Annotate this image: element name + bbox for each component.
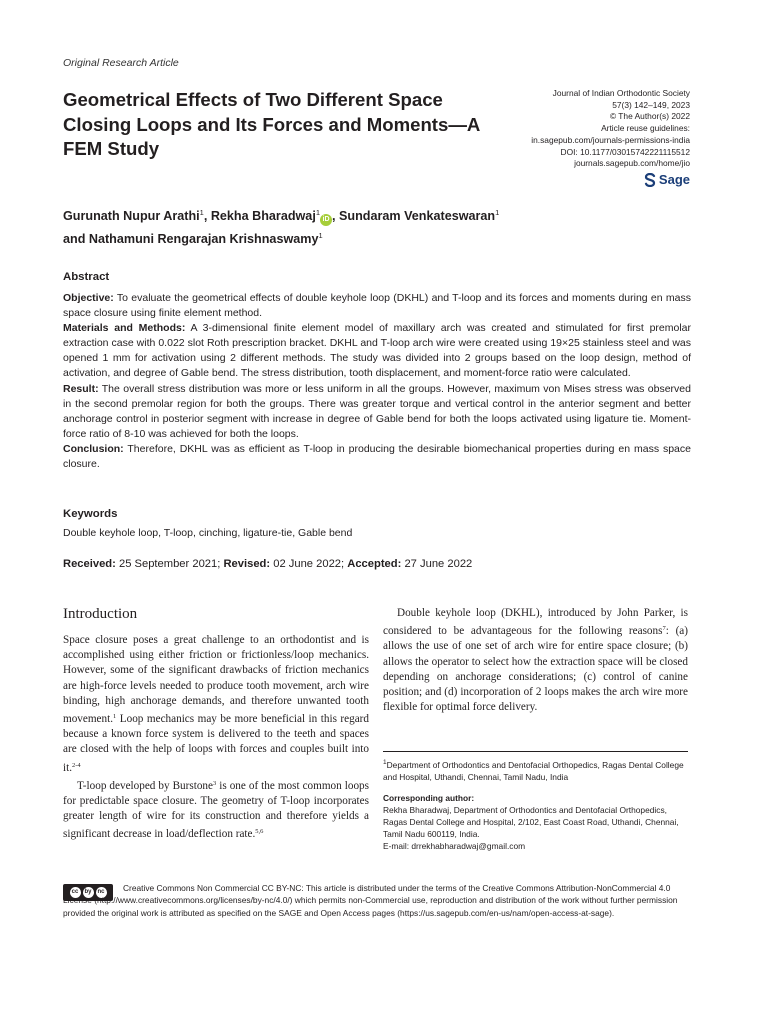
article-dates: Received: 25 September 2021; Revised: 02 June 2022; Accepted: 27 June 2022 <box>63 558 473 570</box>
doi[interactable]: DOI: 10.1177/03015742221115512 <box>560 146 690 157</box>
abstract-body <box>63 291 691 472</box>
corresponding-email[interactable]: E-mail: drrekhabharadwaj@gmail.com <box>383 841 526 851</box>
by-icon: by <box>83 887 94 898</box>
author-3[interactable]: Sundaram Venkateswaran <box>339 209 496 223</box>
journal-home-link[interactable]: journals.sagepub.com/home/jio <box>574 158 690 169</box>
nc-icon: nc <box>96 887 107 898</box>
author-2[interactable]: Rekha Bharadwaj <box>210 209 316 223</box>
abstract-heading: Abstract <box>63 271 110 283</box>
license-text: Creative Commons Non Commercial CC BY-NC: This article is distributed under the terms of the Creative Commons Attribution-NonCommercial 4.0 License (http://www.creativecommons.org/licenses/by-nc/4.0/) which permits non-Commercial use, reproduction and distribution of the work without further permission provided the original work is attributed as specified on the SAGE and Open Access pages (https://us.sagepub.com/en-us/nam/open-access-at-sage). <box>63 883 678 918</box>
intro-paragraph-2: T-loop developed by Burstone$^3$ is one of the most common loops for predictable space closure. The geometry of T-loop incorporates greater length of wire for its construction and therefore yields a significant decrease in load/deflection rate.$^{5,6}$ <box>63 779 369 841</box>
intro-column-right <box>383 606 688 715</box>
reuse-label: Article reuse guidelines: <box>601 123 690 134</box>
intro-paragraph-3: Double keyhole loop (DKHL), introduced by John Parker, is considered to be advantageous for the following reasons$^7$: (a) allows the use of one set of arch wire for entire space closure; (b) allows the operator to select how the extraction space will be closed depending on anchorage considerations; (c) control of canine position; and (d) incorporation of 2 loops makes the arch wire more flexible for optimal force delivery. <box>383 607 688 714</box>
footnote-divider <box>383 751 688 752</box>
keywords-text: Double keyhole loop, T-loop, cinching, ligature-tie, Gable bend <box>63 527 353 539</box>
article-type: Original Research Article <box>63 57 179 69</box>
keywords-heading: Keywords <box>63 508 118 520</box>
introduction-heading: Introduction <box>63 606 138 622</box>
corresponding-author <box>383 792 688 852</box>
author-1[interactable]: Gurunath Nupur Arathi <box>63 209 200 223</box>
corresponding-details: Rekha Bharadwaj, Department of Orthodontics and Dentofacial Orthopedics, Ragas Dental College and Hospital, 2/102, East Coast Road, Uthandi, Chennai, Tamil Nadu 600119, India. <box>383 805 679 839</box>
sage-s-icon <box>644 173 656 187</box>
author-4[interactable]: Nathamuni Rengarajan Krishnaswamy <box>88 232 319 246</box>
orcid-icon[interactable]: iD <box>320 214 332 226</box>
intro-paragraph-1: Space closure poses a great challenge to an orthodontist and is accomplished using either friction or frictionless/loop mechanics. However, some of the significant drawbacks of friction mechanics are high-force levels needed to produce tooth movement, arch wire binding, high anchorage demands, and therefore unwanted tooth movement.$^1$ Loop mechanics may be more beneficial in this regard because a known force system is delivered to the teeth and spaces are closed with the help of loops with forces and couples built into it.$^{2-4}$ <box>63 634 369 774</box>
abstract-methods: Materials and Methods: A 3-dimensional finite element model of maxillary arch was created and stimulated for first premolar extraction case with 0.022 slot Roth prescription bracket. DKHL and T-loop arch wire were created using 19×25 stainless steel and was opened 1 mm for activation using 2 different methods. The study was divided into 2 groups based on the loop design, method of activation, and degree of Gable bend. The stress distribution, tooth displacement, and moment-force ratio were calculated. <box>63 322 691 380</box>
author-list: Gurunath Nupur Arathi$^1$, Rekha Bharadwaj$^1$iD , Sundaram Venkateswaran$^1$ and Nathamuni Rengarajan Krishnaswamy$^1$ <box>63 208 500 246</box>
abstract-objective: Objective: To evaluate the geometrical effects of double keyhole loop (DKHL) and T-loop and its forces and moments during en mass space closure using finite element method. <box>63 292 691 320</box>
sage-logo <box>644 172 690 187</box>
author-2-aff: 1 <box>315 208 320 217</box>
journal-info <box>450 88 690 170</box>
reuse-link[interactable]: in.sagepub.com/journals-permissions-india <box>531 134 690 145</box>
journal-name: Journal of Indian Orthodontic Society <box>552 88 690 98</box>
affiliation-footnote: $^1$Department of Orthodontics and Dentofacial Orthopedics, Ragas Dental College and Hospital, Uthandi, Chennai, Tamil Nadu, India <box>383 759 684 782</box>
journal-volume: 57(3) 142–149, 2023 <box>612 99 690 110</box>
intro-column-left <box>63 633 369 843</box>
sage-wordmark: Sage <box>658 172 690 187</box>
article-title: Geometrical Effects of Two Different Space Closing Loops and Its Forces and Moments—A FEM Study <box>63 89 480 159</box>
abstract-conclusion: Conclusion: Therefore, DKHL was as efficient as T-loop in producing the desirable biomechanical properties during en mass space closure. <box>63 442 691 471</box>
copyright: © The Author(s) 2022 <box>609 111 690 122</box>
abstract-result: Result: The overall stress distribution was more or less uniform in all the groups. However, maximum von Mises stress was observed in the second premolar region for both the groups. There was greater torque and vertical control in the anterior segment and better anchorage control in posterior segment with increase in degree of Gable bend for both the loops activated using ligature tie. Moment-force ratio of 8-10 was achieved for both the loops. <box>63 382 691 440</box>
author-1-aff: 1 <box>199 208 204 217</box>
author-4-aff: 1 <box>318 231 323 240</box>
author-3-aff: 1 <box>495 208 500 217</box>
cc-icon: cc <box>70 887 81 898</box>
corresponding-label: Corresponding author: <box>383 793 475 803</box>
